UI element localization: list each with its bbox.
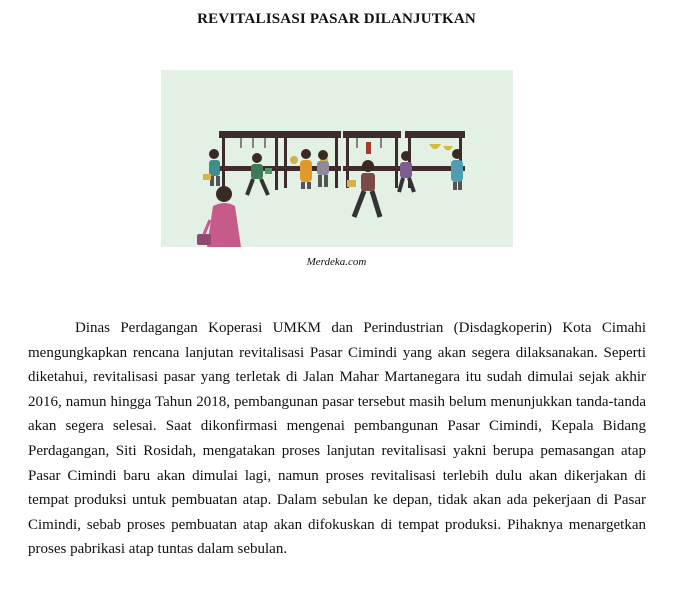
person-seller-grey <box>317 150 329 187</box>
article-title: REVITALISASI PASAR DILANJUTKAN <box>197 11 476 27</box>
market-illustration <box>161 70 513 247</box>
article-paragraph: Dinas Perdagangan Koperasi UMKM dan Perindustrian (Disdagkoperin) Kota Cimahi mengungkapkan rencana lanjutan revitalisasi Pasar Cimindi yang akan segera dilaksanakan. Seperti diketahui, revitalisasi pasar yang terletak di Jalan Mahar Martanegara itu sudah dimulai sejak akhir 2016, namun hingga Tahun 2018, pembangunan pasar tersebut masih belum menunjukkan tanda-tanda akan segera selesai. Saat dikonfirmasi mengenai pembangunan Pasar Cimindi, Kepala Bidang Perdagangan, Siti Rosidah, mengatakan proses lanjutan revitalisasi yakni berupa pemasangan atap Pasar Cimindi baru akan dimulai lagi, namun proses revitalisasi terlebih dulu akan dikerjakan di tempat produksi untuk pembuatan atap. Dalam sebulan ke depan, tidak akan ada pekerjaan di Pasar Cimindi, sebab proses pembuatan atap akan difokuskan di tempat produksi. Pihaknya menargetkan proses pabrikasi atap tuntas dalam sebulan. <box>28 320 646 558</box>
person-foreground-pink <box>197 186 241 247</box>
article-body <box>28 316 646 562</box>
person-walking-green <box>247 153 272 195</box>
market-stall-1 <box>219 131 281 190</box>
image-caption: Merdeka.com <box>306 256 367 268</box>
person-right-teal <box>451 149 463 190</box>
person-left-teal <box>203 149 220 186</box>
market-stalls-illustration <box>161 70 513 247</box>
person-purple <box>399 151 414 192</box>
person-orange <box>300 149 312 189</box>
